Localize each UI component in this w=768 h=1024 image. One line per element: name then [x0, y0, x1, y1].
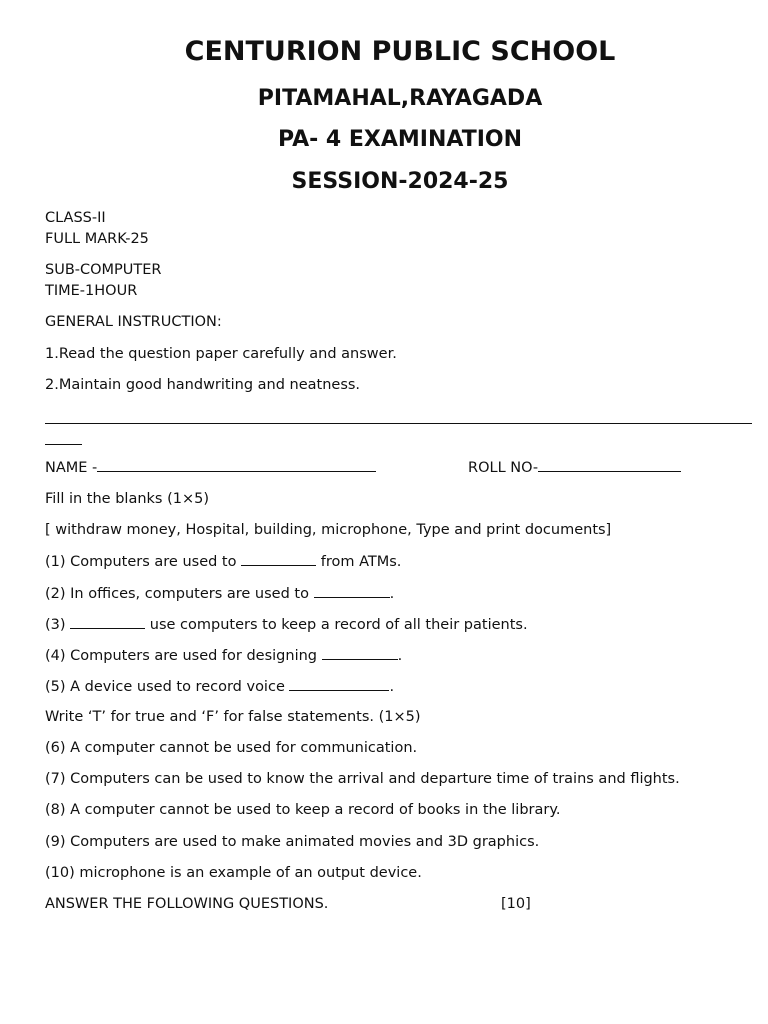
question-4 — [45, 646, 402, 665]
answer-blank — [241, 552, 316, 566]
question-text: (4) Computers are used for designing — [45, 648, 322, 664]
question-text: (5) A device used to record voice — [45, 679, 290, 695]
answer-blank — [70, 615, 145, 629]
answer-blank — [314, 584, 390, 598]
answer-blank — [322, 646, 398, 660]
divider-line — [45, 423, 752, 424]
instruction-item: 1.Read the question paper carefully and answer. — [45, 346, 397, 362]
question-text: (3) — [45, 617, 71, 633]
question-8: (8) A computer cannot be used to keep a record of books in the library. — [45, 802, 561, 818]
question-7: (7) Computers can be used to know the arrival and departure time of trains and flights. — [45, 771, 680, 787]
instructions-heading: GENERAL INSTRUCTION: — [45, 314, 222, 330]
session-title: SESSION-2024-25 — [291, 169, 509, 194]
question-10: (10) microphone is an example of an output device. — [45, 865, 422, 881]
class-label: CLASS-II — [45, 210, 106, 226]
subject-label: SUB-COMPUTER — [45, 262, 162, 278]
question-text: . — [389, 679, 395, 695]
answer-blank — [289, 677, 389, 691]
question-5 — [45, 677, 394, 696]
exam-title: PA- 4 EXAMINATION — [277, 127, 523, 152]
full-mark-label: FULL MARK-25 — [45, 231, 149, 247]
question-9: (9) Computers are used to make animated movies and 3D graphics. — [45, 834, 540, 850]
question-text: use computers to keep a record of all their patients. — [145, 617, 528, 633]
question-text: (2) In offices, computers are used to — [45, 586, 314, 602]
roll-blank — [538, 458, 681, 472]
name-field — [45, 458, 376, 477]
question-3 — [45, 615, 528, 634]
section-a-heading: Fill in the blanks (1×5) — [45, 491, 209, 507]
section-c-marks: [10] — [501, 896, 531, 912]
question-6: (6) A computer cannot be used for communication. — [45, 740, 418, 756]
question-1 — [45, 552, 401, 571]
word-bank: [ withdraw money, Hospital, building, microphone, Type and print documents] — [45, 522, 612, 538]
section-c-heading: ANSWER THE FOLLOWING QUESTIONS. — [45, 896, 329, 912]
school-name: CENTURION PUBLIC SCHOOL — [184, 36, 616, 67]
school-location: PITAMAHAL,RAYAGADA — [257, 86, 543, 111]
time-label: TIME-1HOUR — [45, 283, 138, 299]
roll-field — [468, 458, 681, 477]
question-text: . — [397, 648, 403, 664]
roll-label: ROLL NO- — [468, 460, 539, 476]
question-2 — [45, 584, 394, 603]
instruction-item: 2.Maintain good handwriting and neatness. — [45, 377, 361, 393]
section-b-heading: Write ‘T’ for true and ‘F’ for false statements. (1×5) — [45, 709, 421, 725]
question-text: (1) Computers are used to — [45, 554, 242, 570]
name-label: NAME - — [45, 460, 98, 476]
name-blank — [97, 458, 376, 472]
question-text: from ATMs. — [316, 554, 402, 570]
question-text: . — [389, 586, 395, 602]
divider-line-tail — [45, 444, 82, 445]
